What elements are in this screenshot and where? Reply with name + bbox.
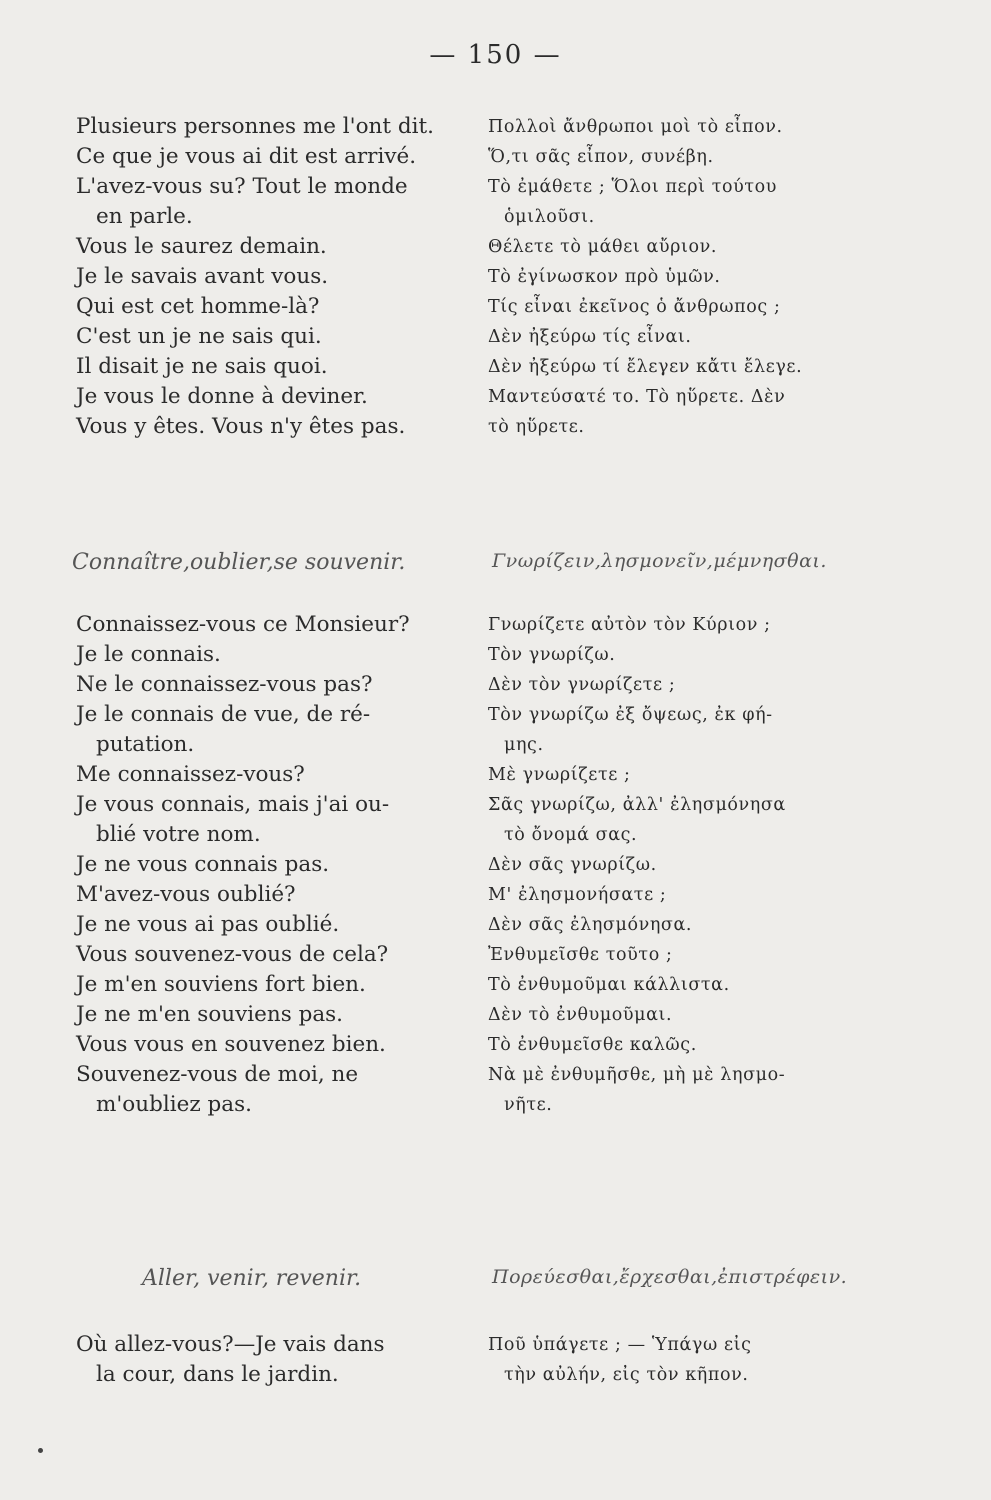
phrase-row <box>76 610 926 640</box>
french-text: Je ne vous connais pas. <box>76 852 330 877</box>
greek-text: Δὲν ἠξεύρω τί ἔλεγεν κἄτι ἔλεγε. <box>488 357 803 377</box>
phrase-row <box>76 760 926 790</box>
phrase-block-3 <box>76 1330 926 1390</box>
french-line: L'avez-vous su? Tout le monde <box>76 174 408 199</box>
greek-line-cont: μης. <box>504 735 544 755</box>
greek-text <box>488 1060 926 1120</box>
phrase-row <box>76 1330 926 1390</box>
greek-text: Θέλετε τὸ μάθει αὔριον. <box>488 237 718 257</box>
phrase-row <box>76 700 926 760</box>
phrase-row <box>76 940 926 970</box>
greek-text: Δὲν σᾶς γνωρίζω. <box>488 855 657 875</box>
greek-line-cont: τὸ ὄνομά σας. <box>504 825 638 845</box>
french-line-cont: m'oubliez pas. <box>96 1092 252 1117</box>
greek-text <box>488 700 926 760</box>
french-text: Vous y êtes. Vous n'y êtes pas. <box>76 414 406 439</box>
greek-text: Δὲν τὸ ἐνθυμοῦμαι. <box>488 1005 673 1025</box>
greek-line-cont: νῆτε. <box>504 1095 553 1115</box>
french-text: Ne le connaissez-vous pas? <box>76 672 373 697</box>
greek-text: Τὸν γνωρίζω. <box>488 645 616 665</box>
phrase-row <box>76 880 926 910</box>
french-text <box>76 700 488 760</box>
french-text: Je vous le donne à deviner. <box>76 384 368 409</box>
phrase-row <box>76 640 926 670</box>
ink-speck <box>38 1448 43 1453</box>
phrase-row <box>76 142 926 172</box>
section-heading <box>72 550 932 575</box>
greek-text <box>488 172 926 232</box>
french-text: Je ne vous ai pas oublié. <box>76 912 340 937</box>
greek-text: Τὸ ἐνθυμεῖσθε καλῶς. <box>488 1035 697 1055</box>
heading-french: Aller, venir, revenir. <box>142 1266 362 1291</box>
french-text: Ce que je vous ai dit est arrivé. <box>76 144 417 169</box>
greek-text: Ὅ,τι σᾶς εἶπον, συνέβη. <box>488 147 714 167</box>
french-text: Vous souvenez-vous de cela? <box>76 942 389 967</box>
phrase-row <box>76 910 926 940</box>
phrase-row <box>76 232 926 262</box>
phrase-row <box>76 262 926 292</box>
section-heading <box>72 1266 932 1291</box>
heading-french: Connaître,oublier,se souvenir. <box>72 550 406 575</box>
french-text: Il disait je ne sais quoi. <box>76 354 328 379</box>
greek-text: τὸ ηὕρετε. <box>488 417 585 437</box>
heading-greek: Πορεύεσθαι,ἔρχεσθαι,ἐπιστρέφειν. <box>492 1266 848 1288</box>
phrase-row <box>76 292 926 322</box>
phrase-row <box>76 1030 926 1060</box>
phrase-row <box>76 850 926 880</box>
heading-greek: Γνωρίζειν,λησμονεῖν,μέμνησθαι. <box>492 550 827 572</box>
french-text: Je m'en souviens fort bien. <box>76 972 366 997</box>
french-line-cont: en parle. <box>96 204 193 229</box>
french-text: C'est un je ne sais qui. <box>76 324 322 349</box>
phrase-row <box>76 352 926 382</box>
page-number: — 150 — <box>429 40 562 70</box>
phrase-row <box>76 382 926 412</box>
greek-text <box>488 1330 926 1390</box>
french-line: Je le connais de vue, de ré- <box>76 702 371 727</box>
phrase-row <box>76 1060 926 1120</box>
french-text: M'avez-vous oublié? <box>76 882 296 907</box>
french-line-cont: blié votre nom. <box>96 822 261 847</box>
phrase-row <box>76 1000 926 1030</box>
french-line-cont: la cour, dans le jardin. <box>96 1362 339 1387</box>
phrase-block-2 <box>76 610 926 1120</box>
greek-text: Μαντεύσατέ το. Τὸ ηὕρετε. Δὲν <box>488 387 786 407</box>
phrase-row <box>76 172 926 232</box>
greek-line: Τὸν γνωρίζω ἐξ ὄψεως, ἐκ φή- <box>488 705 773 725</box>
greek-text: Ἐνθυμεῖσθε τοῦτο ; <box>488 945 673 965</box>
phrase-block-1 <box>76 112 926 442</box>
french-text: Connaissez-vous ce Monsieur? <box>76 612 410 637</box>
greek-text: Τίς εἶναι ἐκεῖνος ὁ ἄνθρωπος ; <box>488 297 781 317</box>
greek-text: Δὲν τὸν γνωρίζετε ; <box>488 675 676 695</box>
french-text: Plusieurs personnes me l'ont dit. <box>76 114 434 139</box>
greek-text: Μ' ἐλησμονήσατε ; <box>488 885 667 905</box>
french-text <box>76 172 488 232</box>
greek-text: Μὲ γνωρίζετε ; <box>488 765 631 785</box>
french-line-cont: putation. <box>96 732 195 757</box>
french-text: Vous vous en souvenez bien. <box>76 1032 386 1057</box>
greek-text: Δὲν ἠξεύρω τίς εἶναι. <box>488 327 692 347</box>
greek-line-cont: ὁμιλοῦσι. <box>504 207 595 227</box>
greek-text: Δὲν σᾶς ἐλησμόνησα. <box>488 915 693 935</box>
greek-text: Γνωρίζετε αὐτὸν τὸν Κύριον ; <box>488 615 771 635</box>
greek-line-cont: τὴν αὐλήν, εἰς τὸν κῆπον. <box>504 1365 749 1385</box>
greek-line: Σᾶς γνωρίζω, ἀλλ' ἐλησμόνησα <box>488 795 786 815</box>
french-text: Me connaissez-vous? <box>76 762 305 787</box>
french-line: Je vous connais, mais j'ai ou- <box>76 792 390 817</box>
french-text: Je ne m'en souviens pas. <box>76 1002 344 1027</box>
french-text <box>76 790 488 850</box>
greek-text: Τὸ ἐνθυμοῦμαι κάλλιστα. <box>488 975 730 995</box>
phrase-row <box>76 970 926 1000</box>
phrase-row <box>76 412 926 442</box>
phrase-row <box>76 322 926 352</box>
french-line: Où allez-vous?—Je vais dans <box>76 1332 385 1357</box>
greek-line: Τὸ ἐμάθετε ; Ὅλοι περὶ τούτου <box>488 177 778 197</box>
phrase-row <box>76 112 926 142</box>
greek-text <box>488 790 926 850</box>
french-text: Je le connais. <box>76 642 221 667</box>
french-text <box>76 1330 488 1390</box>
greek-text: Πολλοὶ ἄνθρωποι μοὶ τὸ εἶπον. <box>488 117 783 137</box>
french-text: Qui est cet homme-là? <box>76 294 320 319</box>
french-line: Souvenez-vous de moi, ne <box>76 1062 359 1087</box>
french-text <box>76 1060 488 1120</box>
french-text: Vous le saurez demain. <box>76 234 327 259</box>
greek-text: Τὸ ἐγίνωσκον πρὸ ὑμῶν. <box>488 267 721 287</box>
french-text: Je le savais avant vous. <box>76 264 329 289</box>
greek-line: Ποῦ ὑπάγετε ; — Ὑπάγω εἰς <box>488 1335 752 1355</box>
phrase-row <box>76 670 926 700</box>
phrase-row <box>76 790 926 850</box>
greek-line: Νὰ μὲ ἐνθυμῆσθε, μὴ μὲ λησμο- <box>488 1065 786 1085</box>
